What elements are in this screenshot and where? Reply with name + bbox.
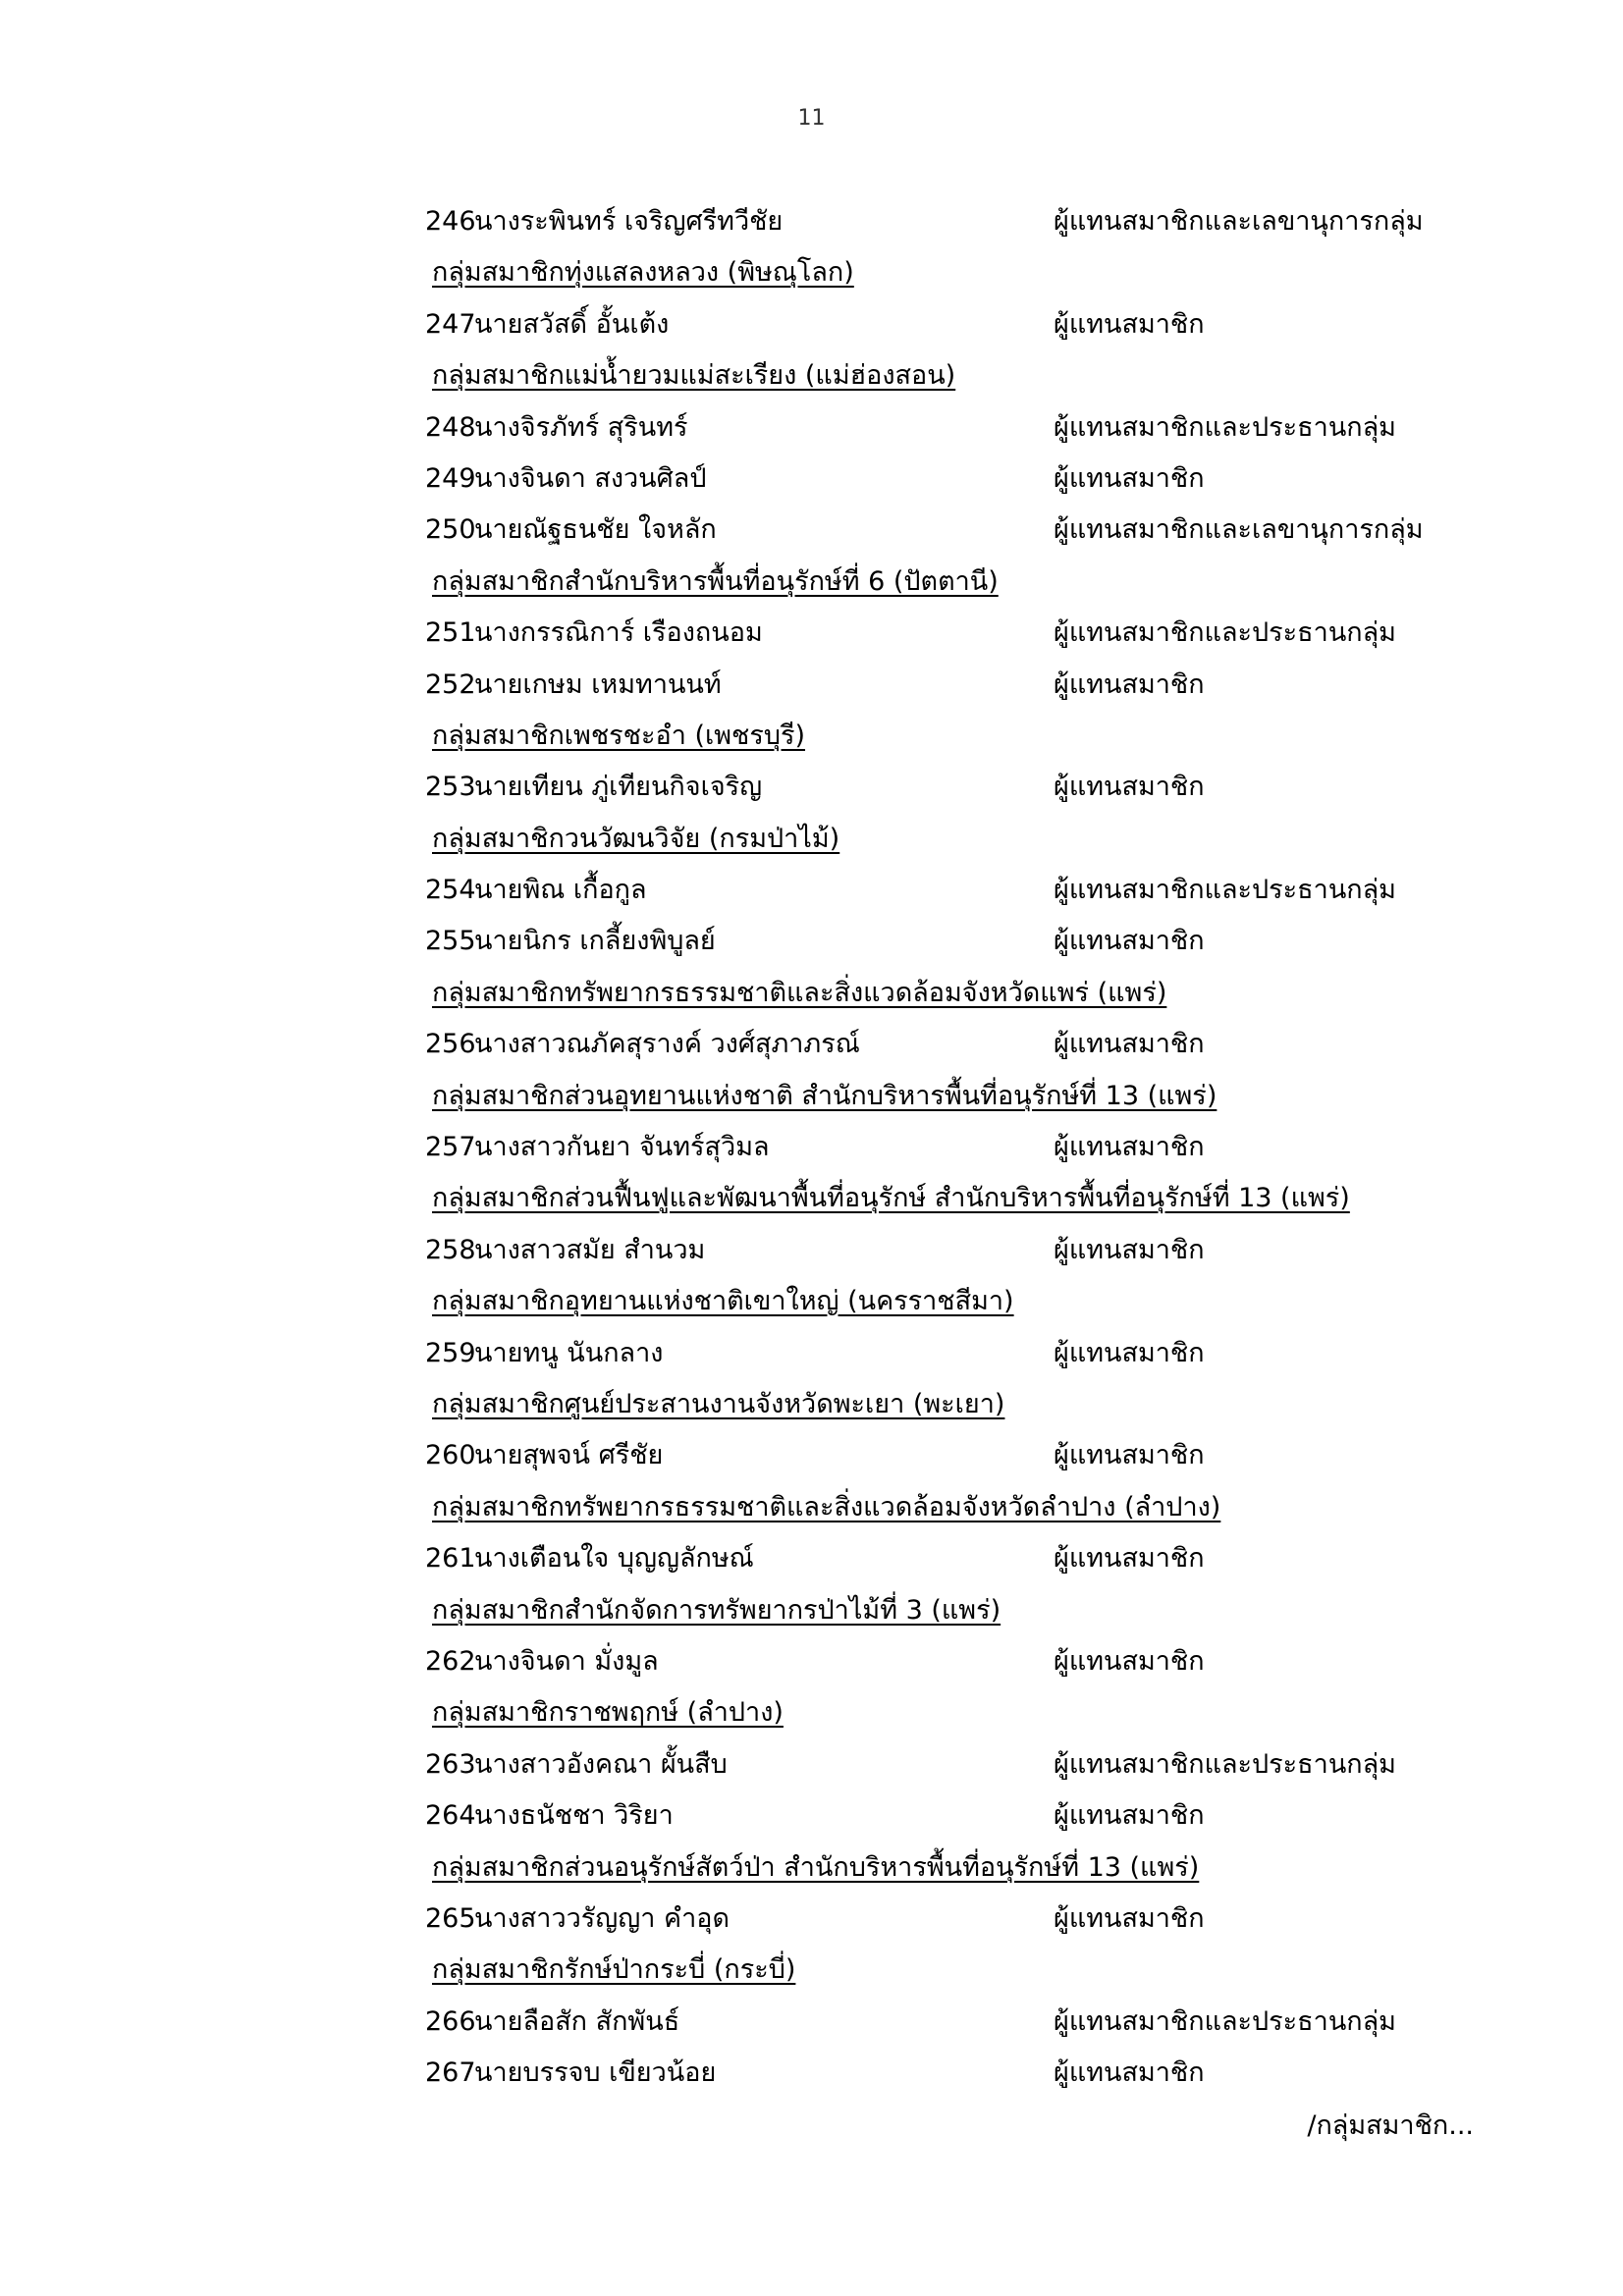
continuation-note: /กลุ่มสมาชิก... bbox=[1307, 2110, 1474, 2141]
member-number: 250 bbox=[425, 514, 476, 546]
member-role: ผู้แทนสมาชิกและประธานกลุ่ม bbox=[1054, 411, 1396, 443]
member-number: 262 bbox=[425, 1645, 476, 1677]
member-role: ผู้แทนสมาชิก bbox=[1054, 1800, 1205, 1832]
group-heading-row bbox=[0, 711, 1623, 762]
member-row bbox=[0, 762, 1623, 813]
member-name: นางสาวอังคณา ผั้นสืบ bbox=[474, 1748, 728, 1780]
member-row bbox=[0, 1122, 1623, 1173]
member-name: นางสาวณภัคสุรางค์ วงศ์สุภาภรณ์ bbox=[474, 1029, 860, 1060]
member-number: 261 bbox=[425, 1543, 476, 1575]
member-role: ผู้แทนสมาชิก bbox=[1054, 1337, 1205, 1368]
page-number: 11 bbox=[797, 106, 826, 131]
member-name: นายเกษม เหมทานนท์ bbox=[474, 668, 722, 700]
member-role: ผู้แทนสมาชิก bbox=[1054, 1440, 1205, 1471]
group-heading: กลุ่มสมาชิกวนวัฒนวิจัย (กรมป่าไม้) bbox=[432, 823, 840, 854]
member-number: 260 bbox=[425, 1440, 476, 1471]
group-heading: กลุ่มสมาชิกเพชรชะอำ (เพชรบุรี) bbox=[432, 720, 806, 751]
group-heading-row bbox=[0, 1276, 1623, 1327]
member-number: 267 bbox=[425, 2057, 476, 2089]
member-number: 259 bbox=[425, 1337, 476, 1368]
member-name: นายนิกร เกลี้ยงพิบูลย์ bbox=[474, 926, 716, 957]
group-heading: กลุ่มสมาชิกรักษ์ป่ากระบี่ (กระบี่) bbox=[432, 1954, 796, 1986]
member-list bbox=[0, 196, 1623, 2099]
member-number: 252 bbox=[425, 668, 476, 700]
member-row bbox=[0, 1533, 1623, 1584]
group-heading: กลุ่มสมาชิกทรัพยากรธรรมชาติและสิ่งแวดล้อมจังหวัดแพร่ (แพร่) bbox=[432, 977, 1167, 1008]
member-role: ผู้แทนสมาชิก bbox=[1054, 2057, 1205, 2089]
member-name: นางระพินทร์ เจริญศรีทวีชัย bbox=[474, 206, 784, 237]
member-number: 263 bbox=[425, 1748, 476, 1780]
group-heading: กลุ่มสมาชิกทุ่งแสลงหลวง (พิษณุโลก) bbox=[432, 257, 854, 289]
member-number: 255 bbox=[425, 926, 476, 957]
member-row bbox=[0, 865, 1623, 916]
member-name: นายสุพจน์ ศรีชัย bbox=[474, 1440, 664, 1471]
member-name: นายบรรจบ เขียวน้อย bbox=[474, 2057, 717, 2089]
member-row bbox=[0, 1739, 1623, 1790]
group-heading: กลุ่มสมาชิกราชพฤกษ์ (ลำปาง) bbox=[432, 1697, 784, 1729]
member-role: ผู้แทนสมาชิก bbox=[1054, 1645, 1205, 1677]
member-row bbox=[0, 505, 1623, 556]
member-number: 251 bbox=[425, 617, 476, 649]
member-row bbox=[0, 196, 1623, 247]
member-role: ผู้แทนสมาชิก bbox=[1054, 1543, 1205, 1575]
group-heading-row bbox=[0, 968, 1623, 1019]
member-row bbox=[0, 299, 1623, 350]
member-name: นางจินดา มั่งมูล bbox=[474, 1645, 659, 1677]
member-number: 257 bbox=[425, 1132, 476, 1163]
member-row bbox=[0, 608, 1623, 659]
member-name: นายลือสัก สักพันธ์ bbox=[474, 2005, 680, 2037]
member-name: นางสาวสมัย สำนวม bbox=[474, 1234, 706, 1265]
member-number: 246 bbox=[425, 206, 476, 237]
group-heading: กลุ่มสมาชิกทรัพยากรธรรมชาติและสิ่งแวดล้อมจังหวัดลำปาง (ลำปาง) bbox=[432, 1491, 1221, 1522]
member-number: 254 bbox=[425, 875, 476, 906]
member-row bbox=[0, 916, 1623, 967]
group-heading-row bbox=[0, 814, 1623, 865]
member-number: 247 bbox=[425, 308, 476, 340]
member-name: นางจินดา สงวนศิลป์ bbox=[474, 462, 707, 494]
member-row bbox=[0, 1430, 1623, 1481]
group-heading-row bbox=[0, 1071, 1623, 1122]
group-heading-row bbox=[0, 1482, 1623, 1533]
member-row bbox=[0, 1894, 1623, 1945]
member-row bbox=[0, 1328, 1623, 1379]
member-name: นางกรรณิการ์ เรืองถนอม bbox=[474, 617, 763, 649]
group-heading-row bbox=[0, 1842, 1623, 1894]
member-role: ผู้แทนสมาชิก bbox=[1054, 772, 1205, 803]
member-role: ผู้แทนสมาชิก bbox=[1054, 926, 1205, 957]
member-name: นายทนู นันกลาง bbox=[474, 1337, 664, 1368]
group-heading-row bbox=[0, 1687, 1623, 1738]
member-name: นายพิณ เกื้อกูล bbox=[474, 875, 647, 906]
member-role: ผู้แทนสมาชิกและเลขานุการกลุ่ม bbox=[1054, 206, 1424, 237]
member-role: ผู้แทนสมาชิก bbox=[1054, 1902, 1205, 1934]
group-heading: กลุ่มสมาชิกแม่น้ำยวมแม่สะเรียง (แม่ฮ่องสอน) bbox=[432, 360, 956, 392]
member-name: นางจิรภัทร์ สุรินทร์ bbox=[474, 411, 688, 443]
member-number: 264 bbox=[425, 1800, 476, 1832]
member-name: นายสวัสดิ์ อั้นเต้ง bbox=[474, 308, 670, 340]
group-heading-row bbox=[0, 247, 1623, 298]
member-role: ผู้แทนสมาชิก bbox=[1054, 668, 1205, 700]
member-name: นายณัฐธนชัย ใจหลัก bbox=[474, 514, 717, 546]
member-number: 253 bbox=[425, 772, 476, 803]
member-number: 249 bbox=[425, 462, 476, 494]
group-heading: กลุ่มสมาชิกสำนักจัดการทรัพยากรป่าไม้ที่ 3 (แพร่) bbox=[432, 1594, 1001, 1626]
member-number: 248 bbox=[425, 411, 476, 443]
group-heading: กลุ่มสมาชิกส่วนอุทยานแห่งชาติ สำนักบริหารพื้นที่อนุรักษ์ที่ 13 (แพร่) bbox=[432, 1080, 1217, 1111]
group-heading-row bbox=[0, 1379, 1623, 1430]
member-name: นายเทียน ภู่เทียนกิจเจริญ bbox=[474, 772, 763, 803]
member-role: ผู้แทนสมาชิกและประธานกลุ่ม bbox=[1054, 2005, 1396, 2037]
member-role: ผู้แทนสมาชิก bbox=[1054, 462, 1205, 494]
member-row bbox=[0, 1636, 1623, 1687]
member-role: ผู้แทนสมาชิก bbox=[1054, 308, 1205, 340]
group-heading-row bbox=[0, 1173, 1623, 1224]
member-name: นางเตือนใจ บุญญลักษณ์ bbox=[474, 1543, 754, 1575]
member-role: ผู้แทนสมาชิก bbox=[1054, 1132, 1205, 1163]
group-heading-row bbox=[0, 557, 1623, 608]
member-row bbox=[0, 1225, 1623, 1276]
group-heading: กลุ่มสมาชิกอุทยานแห่งชาติเขาใหญ่ (นครราชสีมา) bbox=[432, 1286, 1014, 1317]
member-number: 256 bbox=[425, 1029, 476, 1060]
member-row bbox=[0, 402, 1623, 454]
member-row bbox=[0, 454, 1623, 505]
group-heading-row bbox=[0, 1585, 1623, 1636]
group-heading: กลุ่มสมาชิกศูนย์ประสานงานจังหวัดพะเยา (พะเยา) bbox=[432, 1388, 1005, 1419]
member-role: ผู้แทนสมาชิกและประธานกลุ่ม bbox=[1054, 1748, 1396, 1780]
member-row bbox=[0, 660, 1623, 711]
member-role: ผู้แทนสมาชิกและประธานกลุ่ม bbox=[1054, 875, 1396, 906]
member-role: ผู้แทนสมาชิกและเลขานุการกลุ่ม bbox=[1054, 514, 1424, 546]
group-heading: กลุ่มสมาชิกส่วนฟื้นฟูและพัฒนาพื้นที่อนุรักษ์ สำนักบริหารพื้นที่อนุรักษ์ที่ 13 (แพร่) bbox=[432, 1183, 1350, 1214]
group-heading-row bbox=[0, 1945, 1623, 1996]
member-row bbox=[0, 2048, 1623, 2099]
member-role: ผู้แทนสมาชิกและประธานกลุ่ม bbox=[1054, 617, 1396, 649]
member-role: ผู้แทนสมาชิก bbox=[1054, 1029, 1205, 1060]
member-role: ผู้แทนสมาชิก bbox=[1054, 1234, 1205, 1265]
member-name: นางธนัชชา วิริยา bbox=[474, 1800, 674, 1832]
group-heading: กลุ่มสมาชิกสำนักบริหารพื้นที่อนุรักษ์ที่ 6 (ปัตตานี) bbox=[432, 565, 999, 597]
member-number: 266 bbox=[425, 2005, 476, 2037]
member-row bbox=[0, 1790, 1623, 1842]
group-heading-row bbox=[0, 350, 1623, 401]
member-row bbox=[0, 1997, 1623, 2048]
member-number: 258 bbox=[425, 1234, 476, 1265]
group-heading: กลุ่มสมาชิกส่วนอนุรักษ์สัตว์ป่า สำนักบริหารพื้นที่อนุรักษ์ที่ 13 (แพร่) bbox=[432, 1851, 1200, 1883]
member-name: นางสาววรัญญา คำอุด bbox=[474, 1902, 730, 1934]
member-number: 265 bbox=[425, 1902, 476, 1934]
member-name: นางสาวกันยา จันทร์สุวิมล bbox=[474, 1132, 770, 1163]
member-row bbox=[0, 1019, 1623, 1070]
